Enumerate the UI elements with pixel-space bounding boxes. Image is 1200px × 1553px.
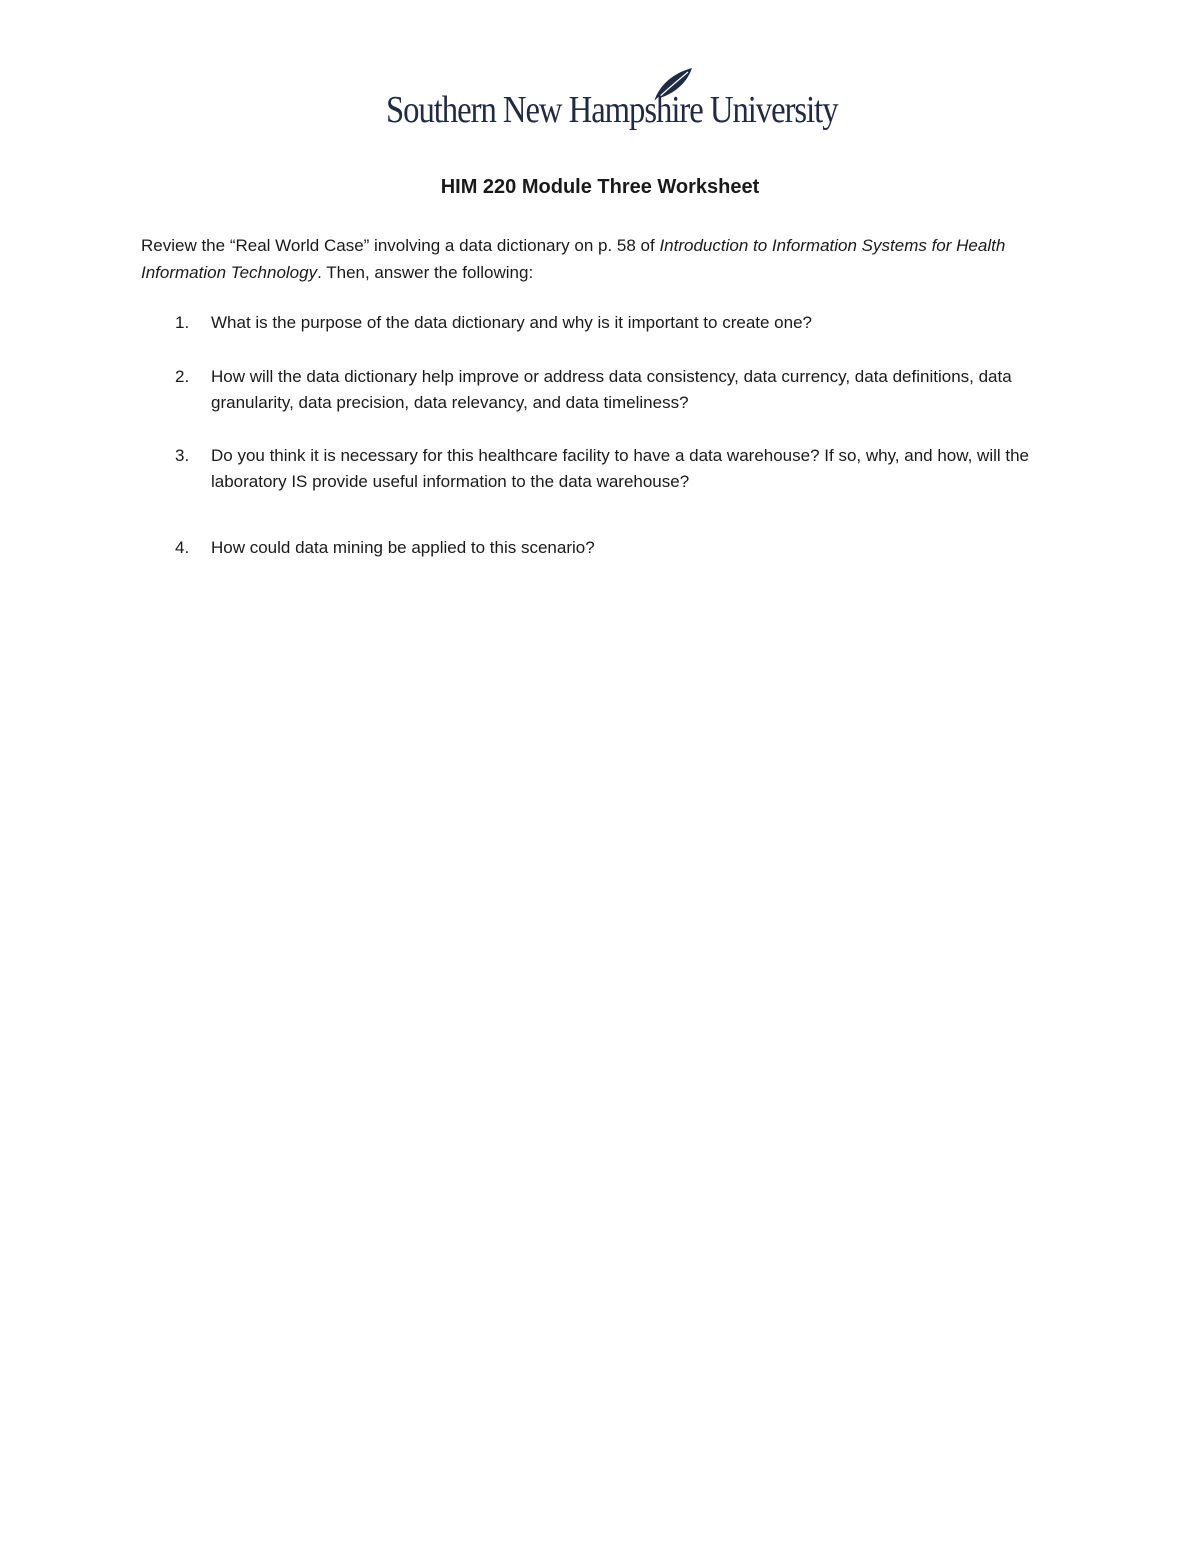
question-number: 2.: [175, 367, 190, 386]
question-text: How could data mining be applied to this scenario?: [211, 538, 595, 557]
question-number: 4.: [175, 538, 190, 557]
question-text: Do you think it is necessary for this healthcare facility to have a data warehouse? If so, why, and how, will the laboratory IS provide useful information to the data warehouse?: [211, 446, 1030, 491]
intro-text-end: . Then, answer the following:: [317, 263, 534, 282]
intro-text-start: Review the “Real World Case” involving a data dictionary on p. 58 of: [141, 236, 660, 255]
question-text: What is the purpose of the data dictionary and why is it important to create one?: [211, 313, 813, 332]
university-logo: [386, 66, 838, 138]
question-number: 1.: [175, 313, 190, 332]
page-title: HIM 220 Module Three Worksheet: [440, 176, 760, 198]
question-number: 3.: [175, 446, 190, 465]
intro-paragraph: [141, 232, 1041, 286]
book-title: Introduction to Information Systems for Health Information Technology: [141, 236, 1006, 282]
logo-wordmark: Southern New Hampshire University: [386, 89, 838, 131]
question-text: How will the data dictionary help improve or address data consistency, data currency, data definitions, data granularity, data precision, data relevancy, and data timeliness?: [211, 367, 1012, 412]
